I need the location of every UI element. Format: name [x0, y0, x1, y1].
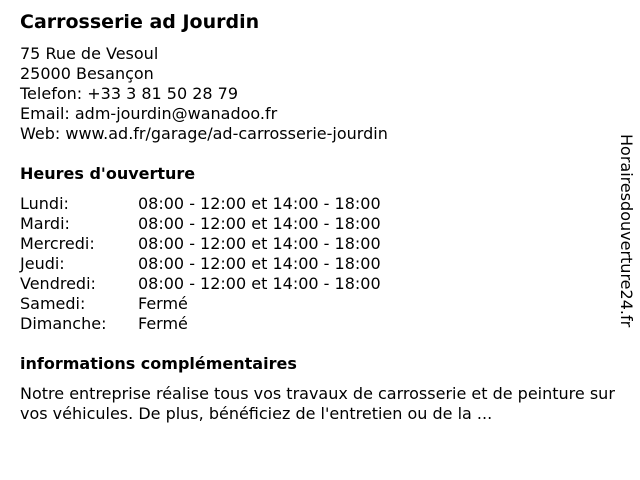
day-label: Mercredi: — [20, 234, 95, 253]
time-value: Fermé — [138, 294, 188, 313]
day-label: Dimanche: — [20, 314, 107, 333]
contact-block — [20, 44, 388, 144]
additional-info-text: Notre entreprise réalise tous vos travaux de carrosserie et de peinture sur vos véhicules. De plus, bénéficiez de l'entretien ou de la ... — [20, 384, 615, 423]
hours-row-tuesday — [20, 214, 381, 234]
hours-row-sunday — [20, 314, 381, 334]
opening-hours-heading: Heures d'ouverture — [20, 164, 196, 183]
phone-number: Telefon: +33 3 81 50 28 79 — [20, 84, 239, 103]
website-url: Web: www.ad.fr/garage/ad-carrosserie-jourdin — [20, 124, 388, 143]
day-label: Mardi: — [20, 214, 70, 233]
day-label: Lundi: — [20, 194, 69, 213]
hours-row-monday — [20, 194, 381, 214]
email-address: Email: adm-jourdin@wanadoo.fr — [20, 104, 278, 123]
time-value: 08:00 - 12:00 et 14:00 - 18:00 — [138, 214, 381, 233]
hours-row-thursday — [20, 254, 381, 274]
hours-row-friday — [20, 274, 381, 294]
address-city: 25000 Besançon — [20, 64, 154, 83]
hours-row-saturday — [20, 294, 381, 314]
additional-info-heading: informations complémentaires — [20, 354, 297, 373]
time-value: 08:00 - 12:00 et 14:00 - 18:00 — [138, 234, 381, 253]
day-label: Vendredi: — [20, 274, 96, 293]
day-label: Jeudi: — [20, 254, 65, 273]
address-street: 75 Rue de Vesoul — [20, 44, 159, 63]
time-value: 08:00 - 12:00 et 14:00 - 18:00 — [138, 194, 381, 213]
day-label: Samedi: — [20, 294, 86, 313]
time-value: Fermé — [138, 314, 188, 333]
time-value: 08:00 - 12:00 et 14:00 - 18:00 — [138, 274, 381, 293]
business-name: Carrosserie ad Jourdin — [20, 11, 260, 33]
hours-row-wednesday — [20, 234, 381, 254]
opening-hours-table — [20, 194, 381, 334]
time-value: 08:00 - 12:00 et 14:00 - 18:00 — [138, 254, 381, 273]
site-watermark: Horairesdouverture24.fr — [617, 134, 636, 328]
